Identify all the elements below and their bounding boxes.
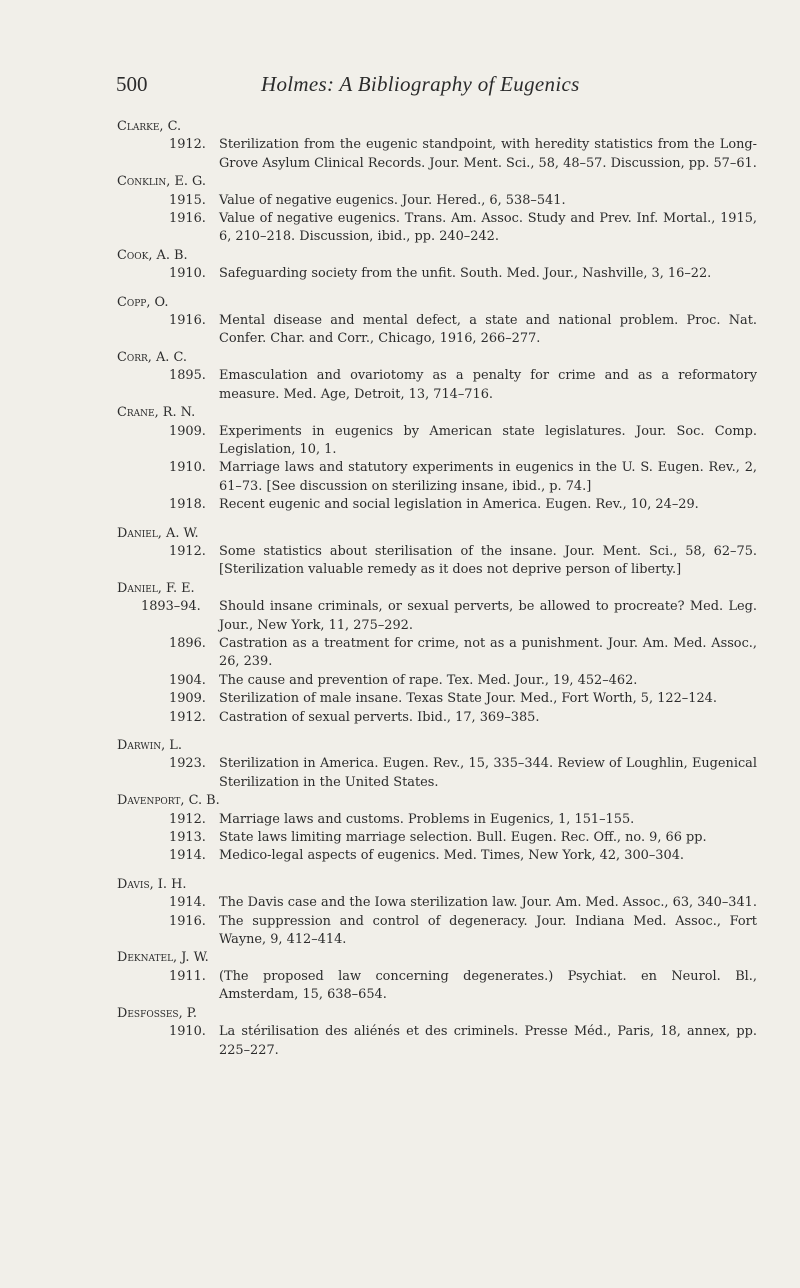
bibliography-entry xyxy=(117,755,757,792)
entry-year: 1913. xyxy=(169,830,206,846)
author-heading: Desfosses, P. xyxy=(117,1005,197,1021)
author-heading: Darwin, L. xyxy=(117,738,182,753)
entry-citation: Value of negative eugenics. Jour. Hered., 6, 538–541. xyxy=(219,192,566,208)
bibliography-entry xyxy=(117,894,757,912)
entry-year: 1912. xyxy=(169,137,206,153)
entry-citation: State laws limiting marriage selection. Bull. Eugen. Rec. Off., no. 9, 66 pp. xyxy=(219,830,707,846)
entry-year: 1916. xyxy=(169,211,206,227)
entry-citation: Recent eugenic and social legislation in America. Eugen. Rev., 10, 24–29. xyxy=(219,497,699,513)
entry-year: 1910. xyxy=(169,460,206,476)
author-heading: Daniel, F. E. xyxy=(117,580,195,596)
entry-citation: (The proposed law concerning degenerates.) Psychiat. en Neurol. Bl., Amsterdam, 15, 638–654. xyxy=(219,968,757,1003)
bibliography-entry xyxy=(117,312,757,349)
bibliography-entry xyxy=(117,635,757,672)
entry-citation: Mental disease and mental defect, a state and national problem. Proc. Nat. Confer. Char. and Corr., Chicago, 1916, 266–277. xyxy=(219,313,757,347)
entry-citation: Sterilization from the eugenic standpoint, with heredity statistics from the Long-Grove Asylum Clinical Records. Jour. Ment. Sci., 58, 48–57. Discussion, pp. 57–61. xyxy=(219,137,757,171)
running-header xyxy=(116,72,754,100)
entry-year: 1915. xyxy=(169,192,206,208)
bibliography-entry xyxy=(117,829,757,847)
entry-citation: Should insane criminals, or sexual perverts, be allowed to procreate? Med. Leg. Jour., New York, 11, 275–292. xyxy=(219,599,757,633)
author-heading: Davis, I. H. xyxy=(117,876,187,892)
entry-year: 1911. xyxy=(169,968,206,984)
entry-citation: Sterilization of male insane. Texas State Jour. Med., Fort Worth, 5, 122–124. xyxy=(219,691,717,707)
entry-citation: Marriage laws and statutory experiments in eugenics in the U. S. Eugen. Rev., 2, 61–73. [See discussion on sterilizing insane, ibid., p. 74.] xyxy=(219,460,757,494)
entry-year: 1893–94. xyxy=(141,599,201,615)
entry-citation: Experiments in eugenics by American state legislatures. Jour. Soc. Comp. Legislation, 10, 1. xyxy=(219,423,757,457)
running-title: Holmes: A Bibliography of Eugenics xyxy=(261,72,580,96)
author-heading: Cook, A. B. xyxy=(117,247,188,263)
bibliography-entry xyxy=(117,913,757,950)
entry-citation: Castration as a treatment for crime, not as a punishment. Jour. Am. Med. Assoc., 26, 239. xyxy=(219,635,757,670)
author-heading: Crane, R. N. xyxy=(117,405,196,421)
entry-year: 1910. xyxy=(169,1024,206,1040)
bibliography-entry xyxy=(117,847,757,865)
entry-year: 1923. xyxy=(169,756,206,772)
bibliography-entry xyxy=(117,968,757,1005)
entry-citation: The suppression and control of degeneracy. Jour. Indiana Med. Assoc., Fort Wayne, 9, 412–414. xyxy=(219,913,757,948)
bibliography-entry xyxy=(117,210,757,247)
bibliography-entry xyxy=(117,367,757,404)
entry-year: 1916. xyxy=(169,313,206,329)
author-heading: Deknatel, J. W. xyxy=(117,950,209,966)
entry-year: 1912. xyxy=(169,811,206,827)
bibliography-entry xyxy=(117,598,757,635)
page-number: 500 xyxy=(116,72,148,96)
entry-citation: La stérilisation des aliénés et des criminels. Presse Méd., Paris, 18, annex, pp. 225–227. xyxy=(219,1024,757,1058)
entry-year: 1909. xyxy=(169,423,206,439)
entry-citation: Castration of sexual perverts. Ibid., 17, 369–385. xyxy=(219,709,540,725)
bibliography-entry xyxy=(117,709,757,727)
bibliography-entry xyxy=(117,192,757,210)
entry-citation: Value of negative eugenics. Trans. Am. Assoc. Study and Prev. Inf. Mortal., 1915, 6, 210–218. Discussion, ibid., pp. 240–242. xyxy=(219,211,757,245)
entry-citation: Medico-legal aspects of eugenics. Med. Times, New York, 42, 300–304. xyxy=(219,848,684,864)
bibliography-entry xyxy=(117,811,757,829)
entry-year: 1914. xyxy=(169,848,206,864)
entry-citation: Safeguarding society from the unfit. South. Med. Jour., Nashville, 3, 16–22. xyxy=(219,266,712,282)
entry-year: 1896. xyxy=(169,635,206,651)
entry-citation: Marriage laws and customs. Problems in Eugenics, 1, 151–155. xyxy=(219,811,635,827)
entry-year: 1914. xyxy=(169,895,206,911)
bibliography-entry xyxy=(117,496,757,514)
entry-year: 1909. xyxy=(169,691,206,707)
bibliography-list xyxy=(117,118,757,1060)
bibliography-entry xyxy=(117,136,757,173)
bibliography-entry xyxy=(117,543,757,580)
entry-year: 1912. xyxy=(169,543,206,559)
entry-citation: Sterilization in America. Eugen. Rev., 15, 335–344. Review of Loughlin, Eugenical Sterilization in the United States. xyxy=(219,756,757,790)
entry-citation: Some statistics about sterilisation of the insane. Jour. Ment. Sci., 58, 62–75. [Sterilization valuable remedy as it does not deprive person of liberty.] xyxy=(219,543,757,578)
bibliography-entry xyxy=(117,690,757,708)
entry-year: 1918. xyxy=(169,497,206,513)
bibliography-entry xyxy=(117,459,757,496)
entry-year: 1916. xyxy=(169,913,206,929)
entry-year: 1895. xyxy=(169,368,206,384)
entry-citation: The Davis case and the Iowa sterilization law. Jour. Am. Med. Assoc., 63, 340–341. xyxy=(219,895,757,911)
entry-year: 1910. xyxy=(169,266,206,282)
bibliography-entry xyxy=(117,423,757,460)
author-heading: Copp, O. xyxy=(117,294,169,310)
bibliography-entry xyxy=(117,1023,757,1060)
entry-citation: Emasculation and ovariotomy as a penalty for crime and as a reformatory measure. Med. Age, Detroit, 13, 714–716. xyxy=(219,368,757,402)
entry-year: 1912. xyxy=(169,709,206,725)
author-heading: Conklin, E. G. xyxy=(117,174,206,190)
author-heading: Daniel, A. W. xyxy=(117,525,199,541)
entry-citation: The cause and prevention of rape. Tex. Med. Jour., 19, 452–462. xyxy=(219,672,638,688)
author-heading: Clarke, C. xyxy=(117,119,182,134)
bibliography-entry xyxy=(117,672,757,690)
entry-year: 1904. xyxy=(169,672,206,688)
author-heading: Corr, A. C. xyxy=(117,349,187,365)
author-heading: Davenport, C. B. xyxy=(117,793,220,809)
bibliography-entry xyxy=(117,265,757,283)
